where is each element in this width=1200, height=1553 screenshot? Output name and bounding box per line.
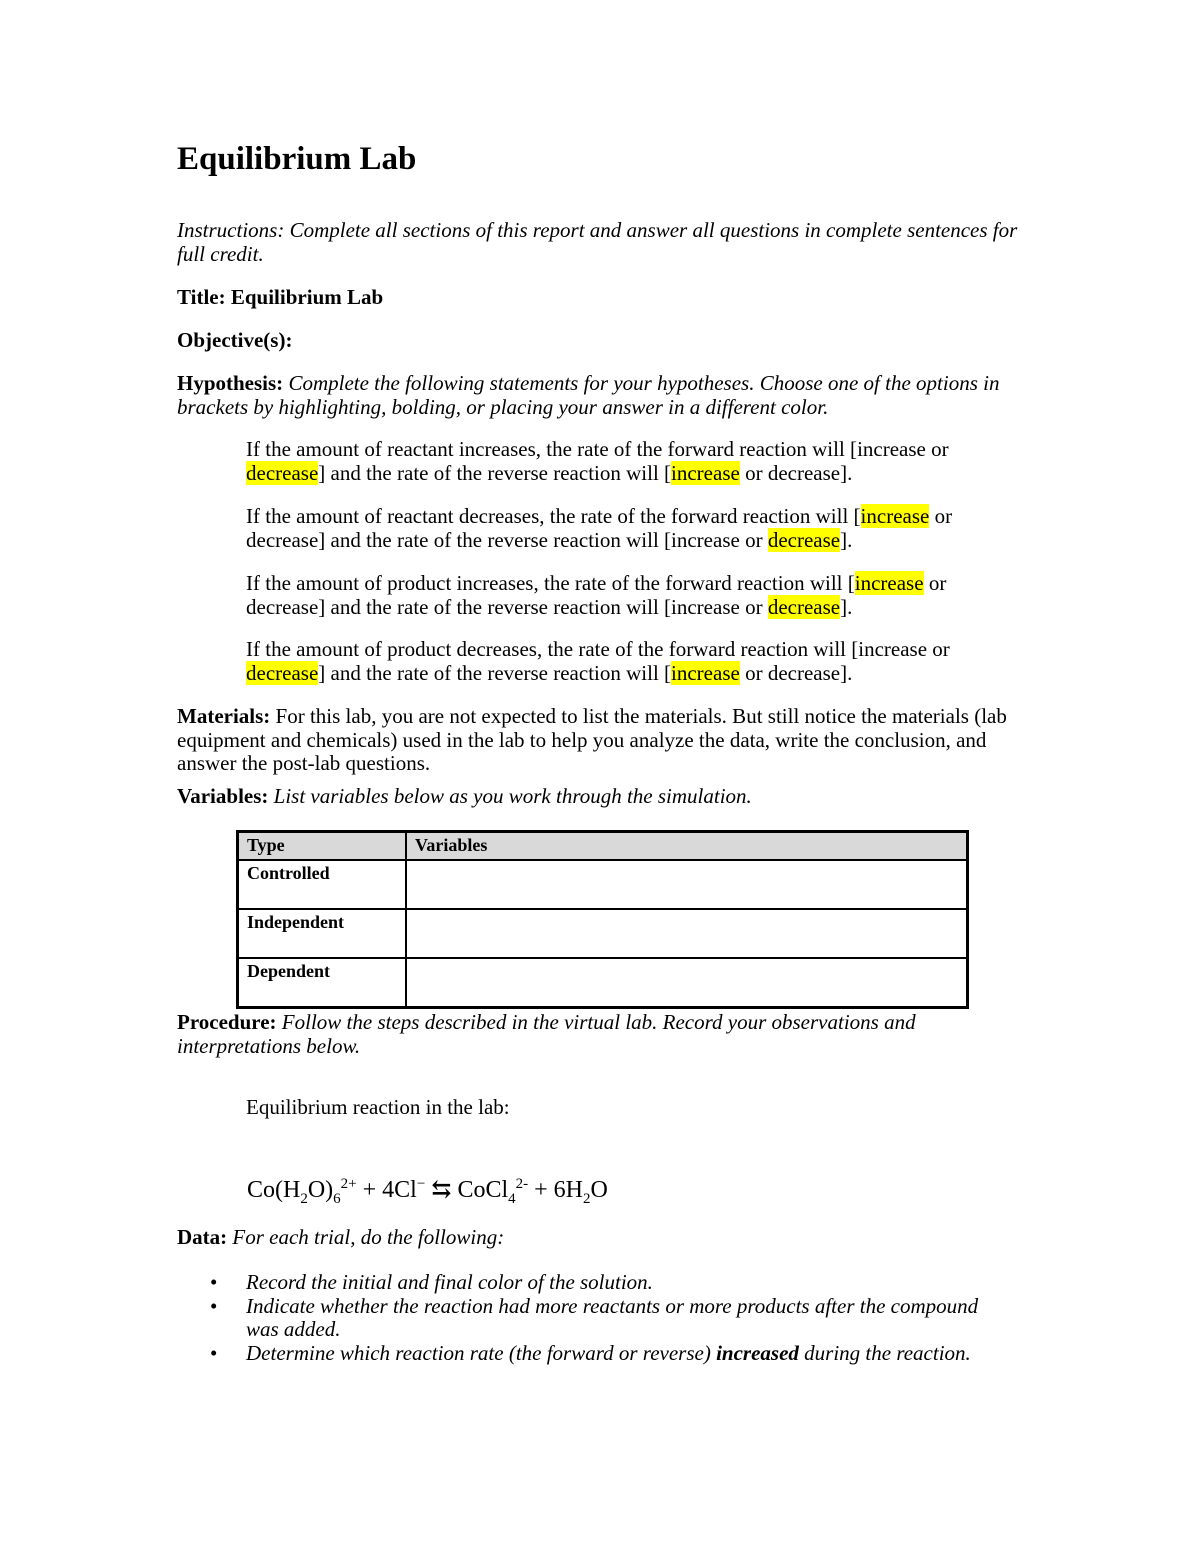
option-separator: or <box>739 527 768 552</box>
eq-superscript: 2- <box>515 1176 529 1192</box>
hypothesis-statement-3 <box>246 572 1026 619</box>
option-separator: or <box>927 637 950 661</box>
option-decrease-highlighted: decrease <box>246 660 319 685</box>
header-type: Type <box>238 832 407 861</box>
statement-lead: If the amount of product decreases, the rate of the forward reaction will [ <box>246 637 859 661</box>
data-label: Data: <box>177 1225 228 1249</box>
row-value-dependent[interactable] <box>406 958 968 1008</box>
variables-label: Variables: <box>177 784 269 808</box>
reaction-label: Equilibrium reaction in the lab: <box>246 1095 510 1119</box>
option-decrease-highlighted: decrease <box>767 594 841 619</box>
row-value-controlled[interactable] <box>406 860 968 909</box>
option-separator: or <box>739 460 768 485</box>
table-row <box>238 909 968 958</box>
statement-tail: ]. <box>840 594 853 619</box>
option-increase-highlighted: increase <box>671 660 740 685</box>
data-text: For each trial, do the following: <box>232 1225 505 1249</box>
option-increase: increase <box>857 437 926 461</box>
option-separator: or <box>925 437 949 461</box>
eq-superscript: − <box>416 1176 426 1192</box>
list-item <box>210 1271 1000 1295</box>
statement-middle: ] and the rate of the reverse reaction will [ <box>318 460 672 485</box>
row-value-independent[interactable] <box>406 909 968 958</box>
procedure-label: Procedure: <box>177 1010 277 1034</box>
eq-subscript: 6 <box>333 1190 341 1207</box>
title-value: Equilibrium Lab <box>230 285 384 309</box>
bullet-icon: • <box>210 1270 218 1294</box>
equilibrium-equation <box>247 1170 608 1213</box>
equilibrium-arrow-icon: ⇆ <box>425 1177 458 1203</box>
eq-part: O) <box>307 1177 334 1203</box>
row-type-dependent: Dependent <box>238 958 407 1008</box>
hypothesis-statement-4 <box>246 638 1026 685</box>
document-title: Equilibrium Lab <box>177 141 417 177</box>
table-row <box>238 958 968 1008</box>
option-increase-highlighted: increase <box>854 571 924 595</box>
row-type-controlled: Controlled <box>238 860 407 909</box>
option-decrease-highlighted: decrease <box>767 527 841 552</box>
procedure-text: Follow the steps described in the virtual lab. Record your observations and interpretations below. <box>177 1010 916 1058</box>
hypothesis-statement-2 <box>246 505 1026 552</box>
list-item-text: Determine which reaction rate (the forward or reverse) <box>246 1340 717 1365</box>
statement-lead: If the amount of product increases, the rate of the forward reaction will [ <box>246 571 855 595</box>
option-separator: or <box>739 660 768 685</box>
option-separator: or <box>739 594 768 619</box>
variables-text: List variables below as you work through the simulation. <box>273 784 752 808</box>
option-increase: increase <box>858 637 928 661</box>
statement-lead: If the amount of reactant increases, the rate of the forward reaction will [ <box>246 437 858 461</box>
eq-part: CoCl <box>457 1177 509 1203</box>
eq-part: + 6H <box>528 1177 583 1203</box>
data-section <box>177 1226 1027 1250</box>
materials-section <box>177 705 1027 776</box>
data-instructions-list <box>210 1271 1000 1365</box>
bullet-icon: • <box>210 1293 218 1318</box>
title-line <box>177 286 1027 310</box>
variables-table <box>236 830 969 1009</box>
eq-part: O <box>590 1177 608 1203</box>
option-separator: or <box>929 504 953 528</box>
statement-tail: ]. <box>840 460 853 485</box>
statement-middle: ] and the rate of the reverse reaction will [ <box>318 660 672 685</box>
table-header-row <box>238 832 968 861</box>
hypothesis-statement-1 <box>246 438 1026 485</box>
option-increase: increase <box>671 594 740 619</box>
list-item-emphasis: increased <box>716 1340 799 1365</box>
eq-subscript: 2 <box>300 1190 308 1207</box>
variables-intro <box>177 785 1027 809</box>
instructions-text: Instructions: Complete all sections of this report and answer all questions in complete sentences for full credit. <box>177 218 1018 266</box>
option-decrease-highlighted: decrease <box>246 460 319 485</box>
eq-subscript: 2 <box>583 1190 591 1207</box>
option-decrease: decrease <box>767 660 841 685</box>
hypothesis-text: Complete the following statements for your hypotheses. Choose one of the options in brackets by highlighting, bolding, or placing your answer in a different color. <box>177 371 1000 419</box>
statement-tail: ]. <box>840 660 853 685</box>
title-label: Title: <box>177 285 226 309</box>
statement-middle: ] and the rate of the reverse reaction will [ <box>318 594 672 619</box>
table-row <box>238 860 968 909</box>
eq-part: Co(H <box>247 1177 301 1203</box>
statement-lead: If the amount of reactant decreases, the rate of the forward reaction will [ <box>246 504 861 528</box>
option-decrease: decrease <box>767 460 841 485</box>
list-item-text: during the reaction. <box>798 1340 971 1365</box>
option-separator: or <box>923 571 947 595</box>
list-item-text: Indicate whether the reaction had more reactants or more products after the compound was added. <box>246 1293 979 1341</box>
list-item <box>210 1342 1000 1366</box>
procedure-section <box>177 1011 1027 1058</box>
objectives-label: Objective(s): <box>177 328 293 352</box>
materials-label: Materials: <box>177 704 271 728</box>
row-type-independent: Independent <box>238 909 407 958</box>
hypothesis-label: Hypothesis: <box>177 371 284 395</box>
statement-tail: ]. <box>840 527 853 552</box>
option-increase-highlighted: increase <box>860 504 930 528</box>
list-item <box>210 1295 1000 1342</box>
header-variables: Variables <box>406 832 968 861</box>
hypothesis-intro <box>177 372 1027 419</box>
bullet-icon: • <box>210 1340 218 1365</box>
eq-superscript: 2+ <box>340 1176 357 1192</box>
option-decrease: decrease <box>246 594 319 619</box>
eq-part: + 4Cl <box>356 1177 417 1203</box>
materials-text: For this lab, you are not expected to list the materials. But still notice the materials (lab equipment and chemicals) used in the lab to help you analyze the data, write the conclusion, and answer the post-lab questions. <box>177 704 1007 775</box>
statement-middle: ] and the rate of the reverse reaction will [ <box>318 527 672 552</box>
list-item-text: Record the initial and final color of the solution. <box>246 1270 653 1294</box>
option-decrease: decrease <box>246 527 319 552</box>
eq-subscript: 4 <box>508 1190 516 1207</box>
option-increase-highlighted: increase <box>671 460 740 485</box>
objectives-line <box>177 329 1027 353</box>
option-increase: increase <box>671 527 740 552</box>
